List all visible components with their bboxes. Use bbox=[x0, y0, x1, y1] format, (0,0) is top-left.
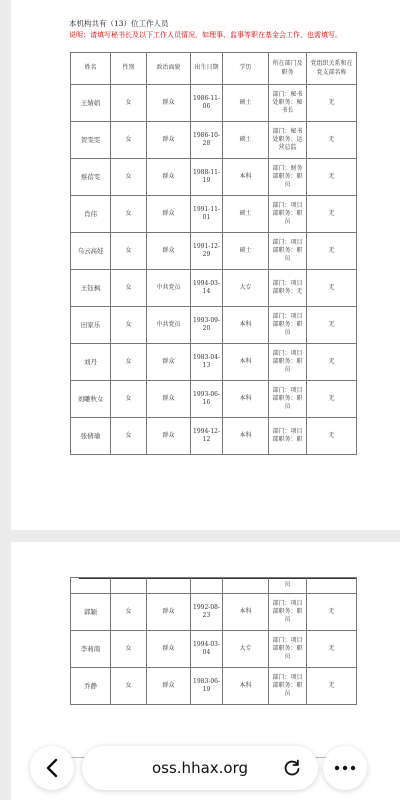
cell-gender: 女 bbox=[111, 270, 147, 307]
cell-politics: 群众 bbox=[147, 85, 191, 122]
cell-education: 本科 bbox=[223, 159, 269, 196]
table-row bbox=[71, 85, 357, 122]
cell-politics: 群众 bbox=[147, 344, 191, 381]
cell-education: 硕士 bbox=[223, 122, 269, 159]
cell-gender: 女 bbox=[111, 122, 147, 159]
cell-politics: 群众 bbox=[147, 233, 191, 270]
table-row bbox=[71, 418, 357, 455]
cell-name: 乌云高娃 bbox=[71, 233, 111, 270]
spill-cell: 员 bbox=[269, 578, 307, 594]
cell-gender: 女 bbox=[111, 631, 147, 668]
cell-education: 硕士 bbox=[223, 85, 269, 122]
cell-education: 本科 bbox=[223, 381, 269, 418]
cell-politics: 群众 bbox=[147, 381, 191, 418]
cell-gender: 女 bbox=[111, 307, 147, 344]
cell-name: 王钰枫 bbox=[71, 270, 111, 307]
cell-education: 本科 bbox=[223, 418, 269, 455]
cell-name: 李莉南 bbox=[71, 631, 111, 668]
table-row bbox=[71, 631, 357, 668]
cell-gender: 女 bbox=[111, 85, 147, 122]
cell-party: 无 bbox=[307, 594, 357, 631]
cell-name: 郭颖 bbox=[71, 594, 111, 631]
cell-politics: 群众 bbox=[147, 594, 191, 631]
cell-name: 刘雕秋女 bbox=[71, 381, 111, 418]
header-name: 姓名 bbox=[71, 53, 111, 85]
cell-birth: 1986-11-06 bbox=[191, 85, 223, 122]
cell-party: 无 bbox=[307, 631, 357, 668]
header-birth: 出生日期 bbox=[191, 53, 223, 85]
cell-birth: 1991-11-01 bbox=[191, 196, 223, 233]
cell-department: 部门：项目部职务：职 bbox=[269, 418, 307, 455]
document-page-1 bbox=[11, 0, 400, 530]
cell-education: 大专 bbox=[223, 270, 269, 307]
cell-party: 无 bbox=[307, 381, 357, 418]
cell-party: 无 bbox=[307, 159, 357, 196]
cell-department: 部门：项目部职务：职员 bbox=[269, 307, 307, 344]
staff-count-heading: 本机构共有（13）位工作人员 bbox=[69, 19, 169, 28]
header-politics: 政治面貌 bbox=[147, 53, 191, 85]
header-education: 学历 bbox=[223, 53, 269, 85]
cell-education: 本科 bbox=[223, 668, 269, 705]
cell-politics: 中共党员 bbox=[147, 307, 191, 344]
reload-icon[interactable] bbox=[282, 758, 302, 778]
cell-name: 张倩瑜 bbox=[71, 418, 111, 455]
cell-party: 无 bbox=[307, 196, 357, 233]
cell-department: 部门：项目部职务：职员 bbox=[269, 381, 307, 418]
table-row bbox=[71, 594, 357, 631]
table-row bbox=[71, 233, 357, 270]
table-row bbox=[71, 344, 357, 381]
cell-department: 部门：财务部职务：职员 bbox=[269, 159, 307, 196]
cell-gender: 女 bbox=[111, 196, 147, 233]
table-row-spill bbox=[71, 578, 357, 594]
cell-party: 无 bbox=[307, 85, 357, 122]
cell-party: 无 bbox=[307, 233, 357, 270]
cell-name: 蔡蓓雯 bbox=[71, 159, 111, 196]
cell-gender: 女 bbox=[111, 418, 147, 455]
cell-party: 无 bbox=[307, 418, 357, 455]
cell-name: 乔静 bbox=[71, 668, 111, 705]
more-button[interactable] bbox=[323, 746, 367, 790]
cell-education: 本科 bbox=[223, 307, 269, 344]
cell-birth: 1993-09-20 bbox=[191, 307, 223, 344]
cell-department: 部门：项目部职务：职员 bbox=[269, 594, 307, 631]
table-row bbox=[71, 270, 357, 307]
cell-gender: 女 bbox=[111, 159, 147, 196]
cell-name: 贺雯雯 bbox=[71, 122, 111, 159]
cell-politics: 群众 bbox=[147, 159, 191, 196]
table-row bbox=[71, 122, 357, 159]
cell-birth: 1993-06-16 bbox=[191, 381, 223, 418]
cell-party: 无 bbox=[307, 270, 357, 307]
cell-department: 部门：项目部职务：职员 bbox=[269, 344, 307, 381]
staff-table bbox=[70, 52, 357, 455]
cell-department: 部门：秘书处职务：秘书长 bbox=[269, 85, 307, 122]
table-row bbox=[71, 381, 357, 418]
cell-department: 部门：项目部职务：职员 bbox=[269, 233, 307, 270]
table-row bbox=[71, 196, 357, 233]
instruction-note: 说明：请填写秘书长及以下工作人员情况，如理事、监事等职在基金会工作，也需填写。 bbox=[69, 31, 342, 39]
cell-education: 硕士 bbox=[223, 196, 269, 233]
cell-politics: 群众 bbox=[147, 631, 191, 668]
cell-party: 无 bbox=[307, 344, 357, 381]
cell-politics: 群众 bbox=[147, 196, 191, 233]
cell-department: 部门：项目部职务：无 bbox=[269, 270, 307, 307]
cell-department: 部门：秘书处职务：运营总监 bbox=[269, 122, 307, 159]
cell-birth: 1988-11-19 bbox=[191, 159, 223, 196]
cell-education: 硕士 bbox=[223, 233, 269, 270]
cell-politics: 群众 bbox=[147, 122, 191, 159]
cell-gender: 女 bbox=[111, 233, 147, 270]
cell-birth: 1994-03-04 bbox=[191, 631, 223, 668]
header-party: 党组织关系和在党支部名称 bbox=[307, 53, 357, 85]
table-row bbox=[71, 159, 357, 196]
cell-birth: 1991-12-29 bbox=[191, 233, 223, 270]
table-row bbox=[71, 307, 357, 344]
cell-party: 无 bbox=[307, 307, 357, 344]
cell-birth: 1992-08-23 bbox=[191, 594, 223, 631]
cell-birth: 1994-03-14 bbox=[191, 270, 223, 307]
cell-politics: 群众 bbox=[147, 418, 191, 455]
cell-gender: 女 bbox=[111, 381, 147, 418]
cell-birth: 1983-06-19 bbox=[191, 668, 223, 705]
cell-education: 本科 bbox=[223, 344, 269, 381]
cell-birth: 1986-10-28 bbox=[191, 122, 223, 159]
cell-birth: 1983-04-13 bbox=[191, 344, 223, 381]
header-gender: 性别 bbox=[111, 53, 147, 85]
cell-gender: 女 bbox=[111, 668, 147, 705]
cell-department: 部门：项目部职务：职员 bbox=[269, 631, 307, 668]
cell-party: 无 bbox=[307, 668, 357, 705]
chevron-left-icon bbox=[45, 758, 59, 778]
table-row bbox=[71, 668, 357, 705]
cell-gender: 女 bbox=[111, 344, 147, 381]
cell-gender: 女 bbox=[111, 594, 147, 631]
address-bar[interactable] bbox=[82, 746, 318, 790]
cell-party: 无 bbox=[307, 122, 357, 159]
cell-department: 部门：项目部职务：职员 bbox=[269, 668, 307, 705]
cell-politics: 群众 bbox=[147, 668, 191, 705]
cell-department: 部门：项目部职务：职员 bbox=[269, 196, 307, 233]
url-text: oss.hhax.org bbox=[151, 759, 249, 777]
cell-politics: 中共党员 bbox=[147, 270, 191, 307]
staff-table-continued bbox=[70, 577, 357, 705]
cell-birth: 1994-12-12 bbox=[191, 418, 223, 455]
more-dots-icon bbox=[334, 765, 356, 771]
table-header-row bbox=[71, 53, 357, 85]
cell-education: 大专 bbox=[223, 631, 269, 668]
back-button[interactable] bbox=[30, 746, 74, 790]
cell-name: 王婧娟 bbox=[71, 85, 111, 122]
cell-name: 刘丹 bbox=[71, 344, 111, 381]
cell-education: 本科 bbox=[223, 594, 269, 631]
header-department: 所在部门及职务 bbox=[269, 53, 307, 85]
cell-name: 田家乐 bbox=[71, 307, 111, 344]
cell-name: 肖伟 bbox=[71, 196, 111, 233]
